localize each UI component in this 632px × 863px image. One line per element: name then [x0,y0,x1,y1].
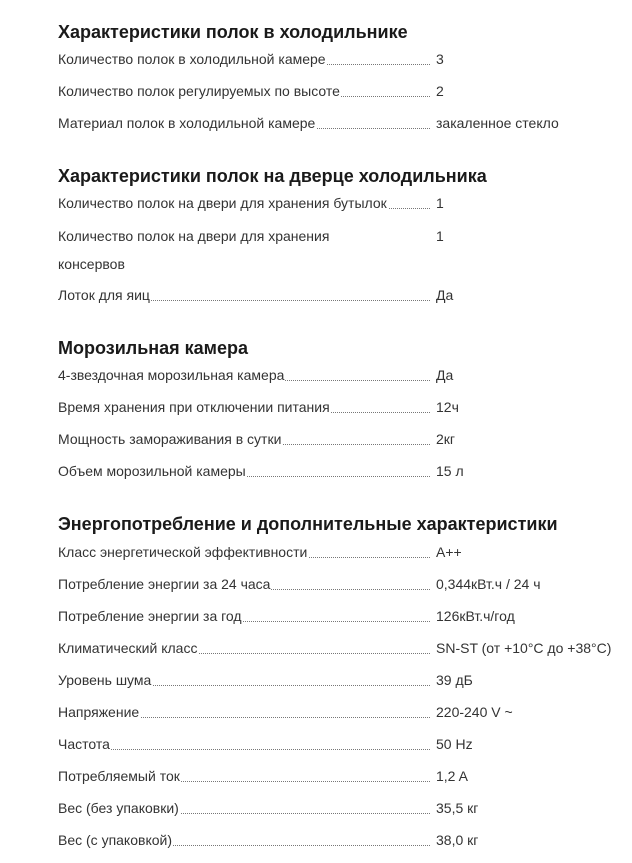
spec-value: 15 л [436,463,464,479]
spec-value: 35,5 кг [436,800,479,816]
spec-value: 12ч [436,399,459,415]
spec-row [58,192,618,216]
spec-value: SN-ST (от +10°С до +38°С) [436,640,612,656]
spec-value: 38,0 кг [436,832,479,848]
spec-row [58,797,618,821]
spec-row [58,222,618,278]
spec-label: Частота [58,736,110,752]
spec-row [58,765,618,789]
spec-label: Потребление энергии за год [58,608,242,624]
spec-label: Количество полок регулируемых по высоте [58,83,340,99]
spec-row [58,701,618,725]
spec-row [58,605,618,629]
spec-row [58,396,618,420]
spec-row [58,573,618,597]
spec-row [58,112,618,136]
spec-value: Да [436,287,454,303]
spec-value: 1 [436,228,444,244]
spec-row [58,669,618,693]
spec-value: A++ [436,544,462,560]
spec-label: Вес (с упаковкой) [58,832,172,848]
spec-label: Время хранения при отключении питания [58,399,330,415]
spec-row [58,829,618,853]
spec-label: Количество полок в холодильной камере [58,51,326,67]
spec-label: Вес (без упаковки) [58,800,179,816]
spec-value: 3 [436,51,444,67]
spec-value: 0,344кВт.ч / 24 ч [436,576,541,592]
section-title-energy: Энергопотребление и дополнительные характеристики [58,514,558,534]
spec-row [58,284,618,308]
spec-label: Количество полок на двери для хранения консервов [58,222,389,278]
section-title-door-shelves: Характеристики полок на дверце холодильника [58,166,487,186]
spec-value: 220-240 V ~ [436,704,513,720]
spec-label: Количество полок на двери для хранения бутылок [58,195,387,211]
spec-value: 1,2 A [436,768,468,784]
spec-label: Класс энергетической эффективности [58,544,308,560]
spec-value: 126кВт.ч/год [436,608,515,624]
spec-row [58,460,618,484]
spec-value: 2 [436,83,444,99]
spec-value: Да [436,367,454,383]
spec-label: Материал полок в холодильной камере [58,115,316,131]
spec-label: Мощность замораживания в сутки [58,431,282,447]
spec-label: Напряжение [58,704,140,720]
spec-row [58,80,618,104]
spec-row [58,48,618,72]
spec-label: Климатический класс [58,640,198,656]
spec-value: закаленное стекло [436,115,559,131]
spec-value: 39 дБ [436,672,473,688]
spec-value: 1 [436,195,444,211]
spec-label: Объем морозильной камеры [58,463,246,479]
spec-label: 4-звездочная морозильная камера [58,367,285,383]
spec-label: Лоток для яиц [58,287,150,303]
spec-row [58,541,618,565]
spec-label: Потребление энергии за 24 часа [58,576,271,592]
spec-value: 50 Hz [436,736,473,752]
spec-row [58,637,618,661]
spec-label: Потребляемый ток [58,768,180,784]
spec-row [58,428,618,452]
section-title-freezer: Морозильная камера [58,338,248,358]
spec-row [58,733,618,757]
spec-row [58,364,618,388]
section-title-shelves: Характеристики полок в холодильнике [58,22,408,42]
spec-label: Уровень шума [58,672,152,688]
spec-value: 2кг [436,431,456,447]
